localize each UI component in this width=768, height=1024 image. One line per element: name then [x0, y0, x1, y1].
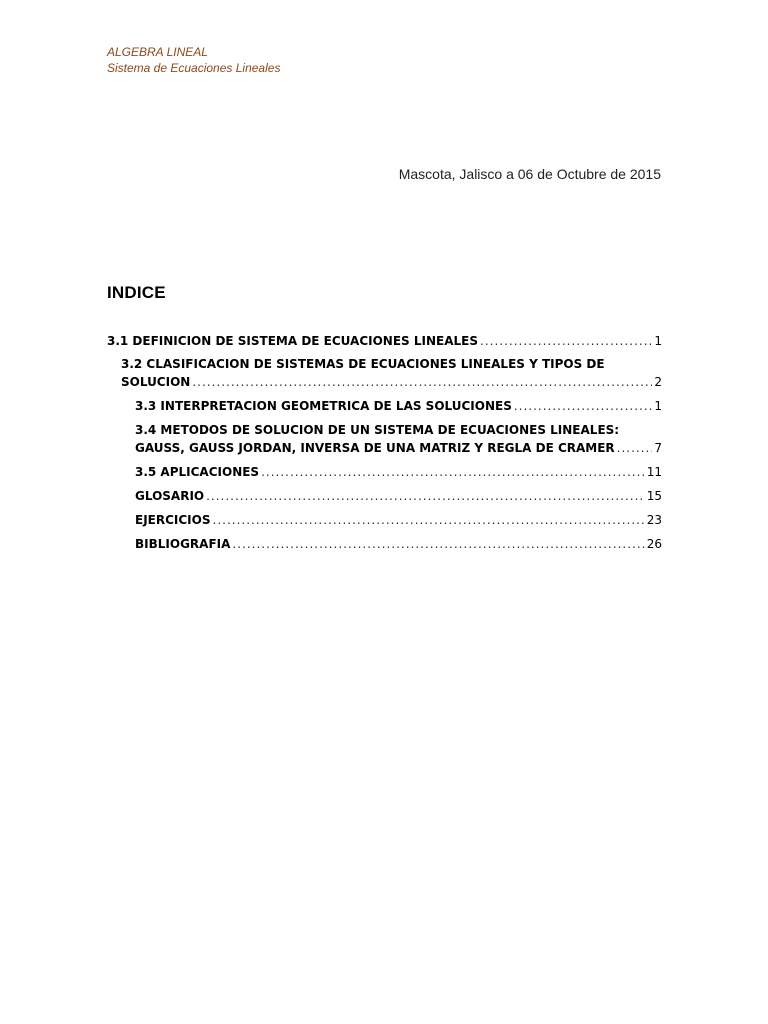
toc-entry-text: BIBLIOGRAFIA: [135, 537, 231, 551]
toc-entry-text: GLOSARIO: [135, 489, 205, 503]
toc-entry-bibliografia[interactable]: [107, 535, 662, 553]
toc-page-number: 1: [654, 399, 662, 413]
toc-entry-3-4[interactable]: [107, 421, 662, 457]
toc-leader-dots: [192, 373, 652, 391]
toc-page-number: 11: [646, 465, 662, 479]
toc-leader-dots: [480, 332, 652, 350]
toc-entry-3-5[interactable]: [107, 463, 662, 481]
toc-entry-text: 3.5 APLICACIONES: [135, 465, 260, 479]
toc-page-number: 15: [646, 489, 662, 503]
toc-entry-3-3[interactable]: [107, 397, 662, 415]
toc-leader-dots: [261, 463, 645, 481]
toc-entry-text-line2: SOLUCION: [121, 375, 191, 389]
toc-entry-text-line1: 3.4 METODOS DE SOLUCION DE UN SISTEMA DE ECUACIONES LINEALES:: [135, 423, 620, 437]
header-course: ALGEBRA LINEAL: [107, 45, 208, 59]
toc-entry-glosario[interactable]: [107, 487, 662, 505]
index-title: INDICE: [107, 283, 166, 302]
toc-entry-3-2[interactable]: [107, 355, 662, 391]
toc-entry-text: EJERCICIOS: [135, 513, 211, 527]
toc-entry-text: 3.1 DEFINICION DE SISTEMA DE ECUACIONES LINEALES: [107, 334, 478, 348]
document-header: [107, 44, 280, 76]
toc-entry-text-line1: 3.2 CLASIFICACION DE SISTEMAS DE ECUACIONES LINEALES Y TIPOS DE: [121, 357, 605, 371]
table-of-contents: [107, 332, 662, 559]
toc-leader-dots: [206, 487, 645, 505]
date-line: Mascota, Jalisco a 06 de Octubre de 2015: [398, 166, 661, 182]
toc-page-number: 7: [654, 441, 662, 455]
toc-entry-ejercicios[interactable]: [107, 511, 662, 529]
toc-entry-text: 3.3 INTERPRETACION GEOMETRICA DE LAS SOLUCIONES: [135, 399, 512, 413]
toc-leader-dots: [213, 511, 645, 529]
toc-page-number: 1: [654, 334, 662, 348]
header-topic: Sistema de Ecuaciones Lineales: [107, 61, 281, 75]
toc-entry-3-1[interactable]: [107, 332, 662, 350]
toc-page-number: 2: [654, 375, 662, 389]
toc-page-number: 26: [646, 537, 662, 551]
toc-leader-dots: [514, 397, 653, 415]
toc-entry-text-line2: GAUSS, GAUSS JORDAN, INVERSA DE UNA MATRIZ Y REGLA DE CRAMER: [135, 441, 615, 455]
toc-page-number: 23: [646, 513, 662, 527]
toc-leader-dots: [617, 439, 653, 457]
toc-leader-dots: [232, 535, 644, 553]
